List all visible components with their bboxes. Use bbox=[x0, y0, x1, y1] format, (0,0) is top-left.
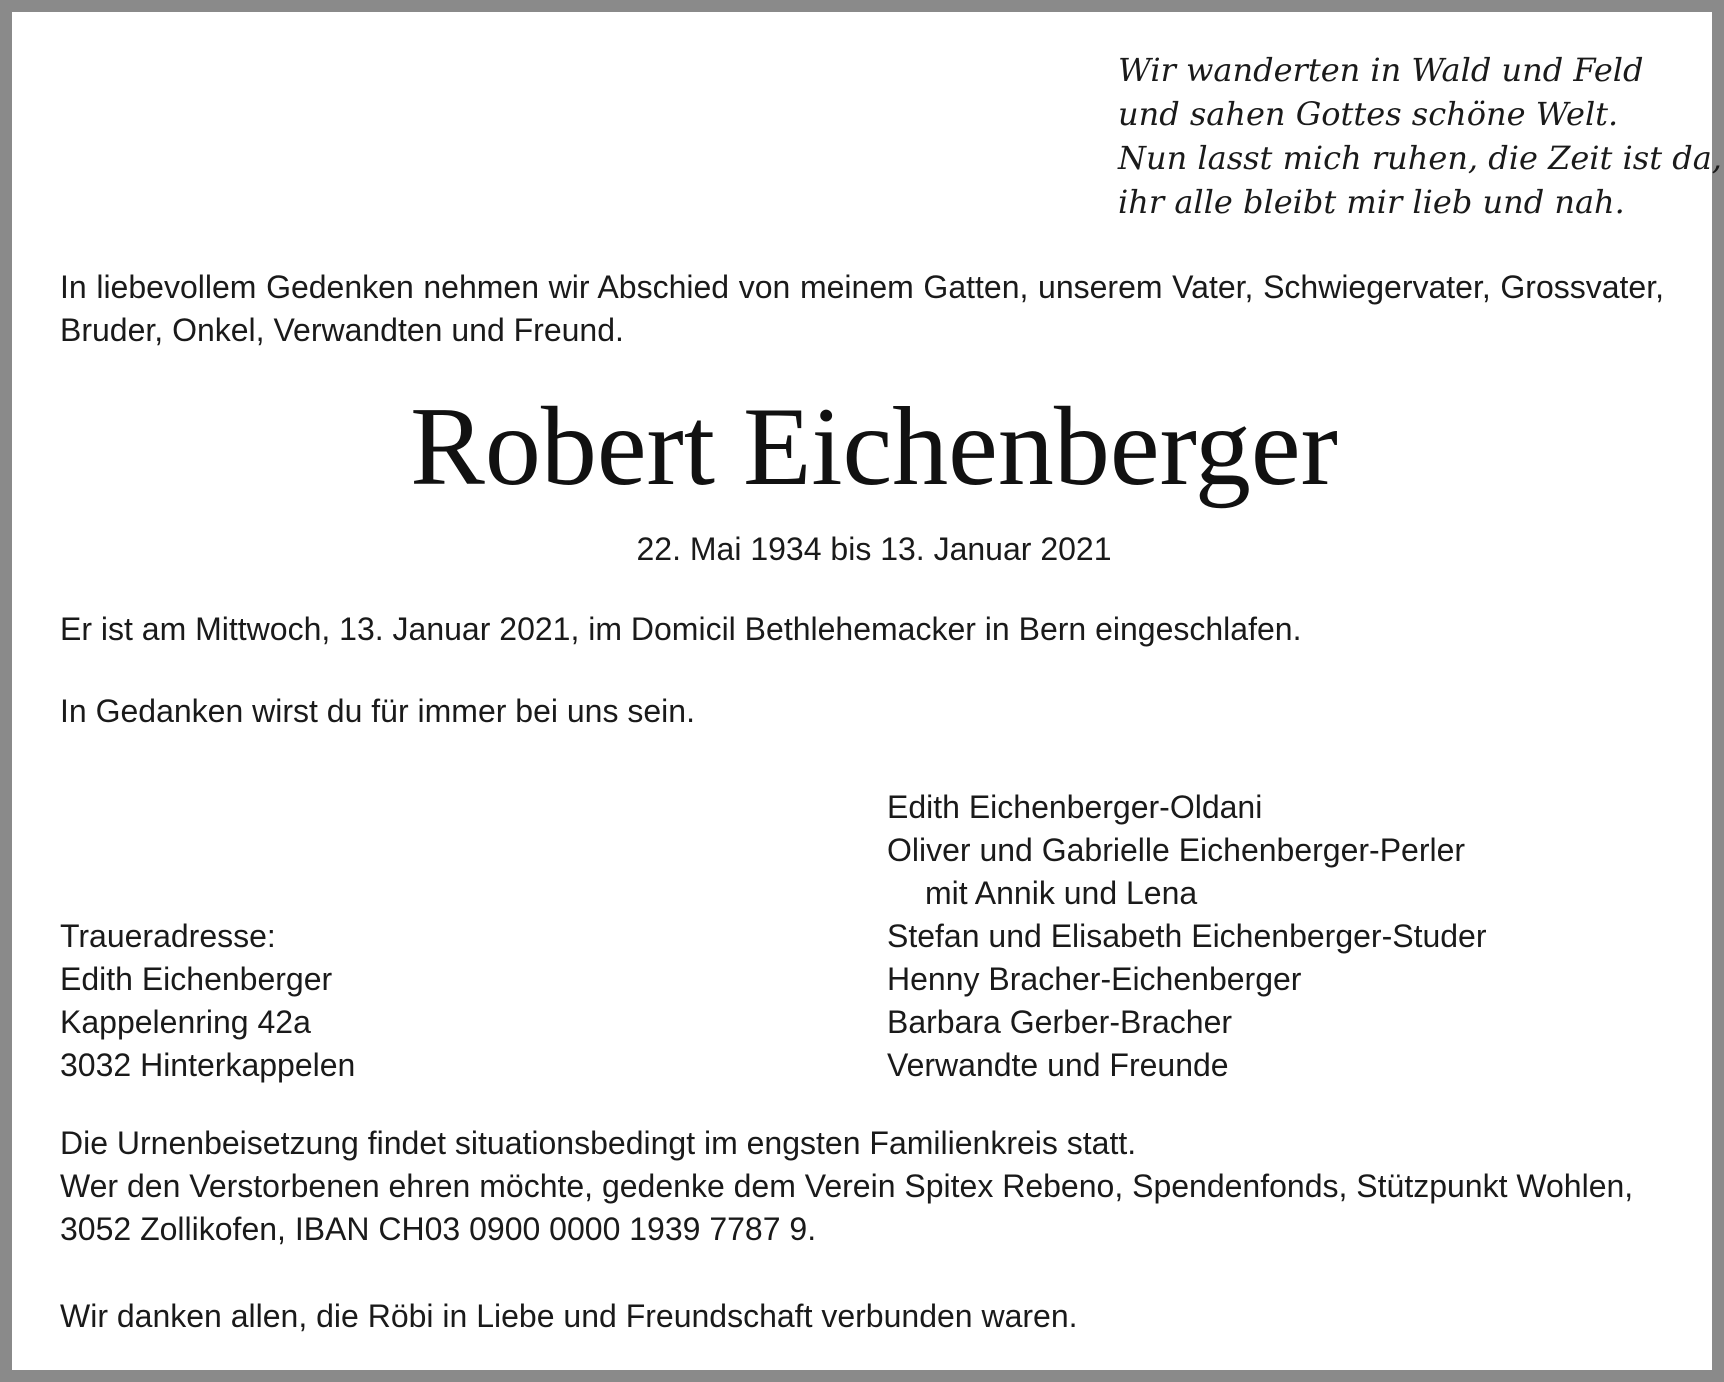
mourners-list bbox=[887, 786, 1487, 1087]
remembrance-line: In Gedanken wirst du für immer bei uns sein. bbox=[60, 693, 695, 729]
mourning-address bbox=[60, 915, 355, 1087]
mourner-entry: Barbara Gerber-Bracher bbox=[887, 1004, 1233, 1040]
notes-line: 3052 Zollikofen, IBAN CH03 0900 0000 1939 7787 9. bbox=[60, 1211, 817, 1247]
poem-line: Nun lasst mich ruhen, die Zeit ist da, bbox=[1118, 139, 1722, 177]
thanks-line: Wir danken allen, die Röbi in Liebe und Freundschaft verbunden waren. bbox=[60, 1298, 1078, 1334]
address-label: Traueradresse: bbox=[60, 918, 276, 954]
poem-line: ihr alle bleibt mir lieb und nah. bbox=[1118, 183, 1625, 221]
deceased-name: Robert Eichenberger bbox=[410, 385, 1338, 509]
notes-line: Die Urnenbeisetzung findet situationsbedingt im engsten Familienkreis statt. bbox=[60, 1125, 1137, 1161]
poem-verse bbox=[1118, 48, 1722, 224]
death-notice: Er ist am Mittwoch, 13. Januar 2021, im Domicil Bethlehemacker in Bern eingeschlafen. bbox=[60, 611, 1302, 647]
life-dates: 22. Mai 1934 bis 13. Januar 2021 bbox=[636, 531, 1112, 567]
mourner-entry: mit Annik und Lena bbox=[925, 875, 1198, 911]
address-name: Edith Eichenberger bbox=[60, 961, 333, 997]
mourner-entry: Oliver und Gabrielle Eichenberger-Perler bbox=[887, 832, 1466, 868]
notes-line: Wer den Verstorbenen ehren möchte, gedenke dem Verein Spitex Rebeno, Spendenfonds, Stützpunkt Wohlen, bbox=[60, 1168, 1634, 1204]
obituary-page bbox=[12, 12, 1722, 1370]
poem-line: und sahen Gottes schöne Welt. bbox=[1118, 95, 1619, 133]
mourner-entry: Henny Bracher-Eichenberger bbox=[887, 961, 1302, 997]
poem-line: Wir wanderten in Wald und Feld bbox=[1118, 51, 1644, 89]
mourner-entry: Stefan und Elisabeth Eichenberger-Studer bbox=[887, 918, 1487, 954]
address-street: Kappelenring 42a bbox=[60, 1004, 311, 1040]
address-city: 3032 Hinterkappelen bbox=[60, 1047, 356, 1083]
mourner-entry: Edith Eichenberger-Oldani bbox=[887, 789, 1263, 825]
intro-paragraph: In liebevollem Gedenken nehmen wir Abschied von meinem Gatten, unserem Vater, Schwiegervater, Grossvater, Bruder, Onkel, Verwandten und Freund. bbox=[60, 269, 1664, 348]
funeral-notes bbox=[60, 1122, 1680, 1251]
mourner-entry: Verwandte und Freunde bbox=[887, 1047, 1229, 1083]
